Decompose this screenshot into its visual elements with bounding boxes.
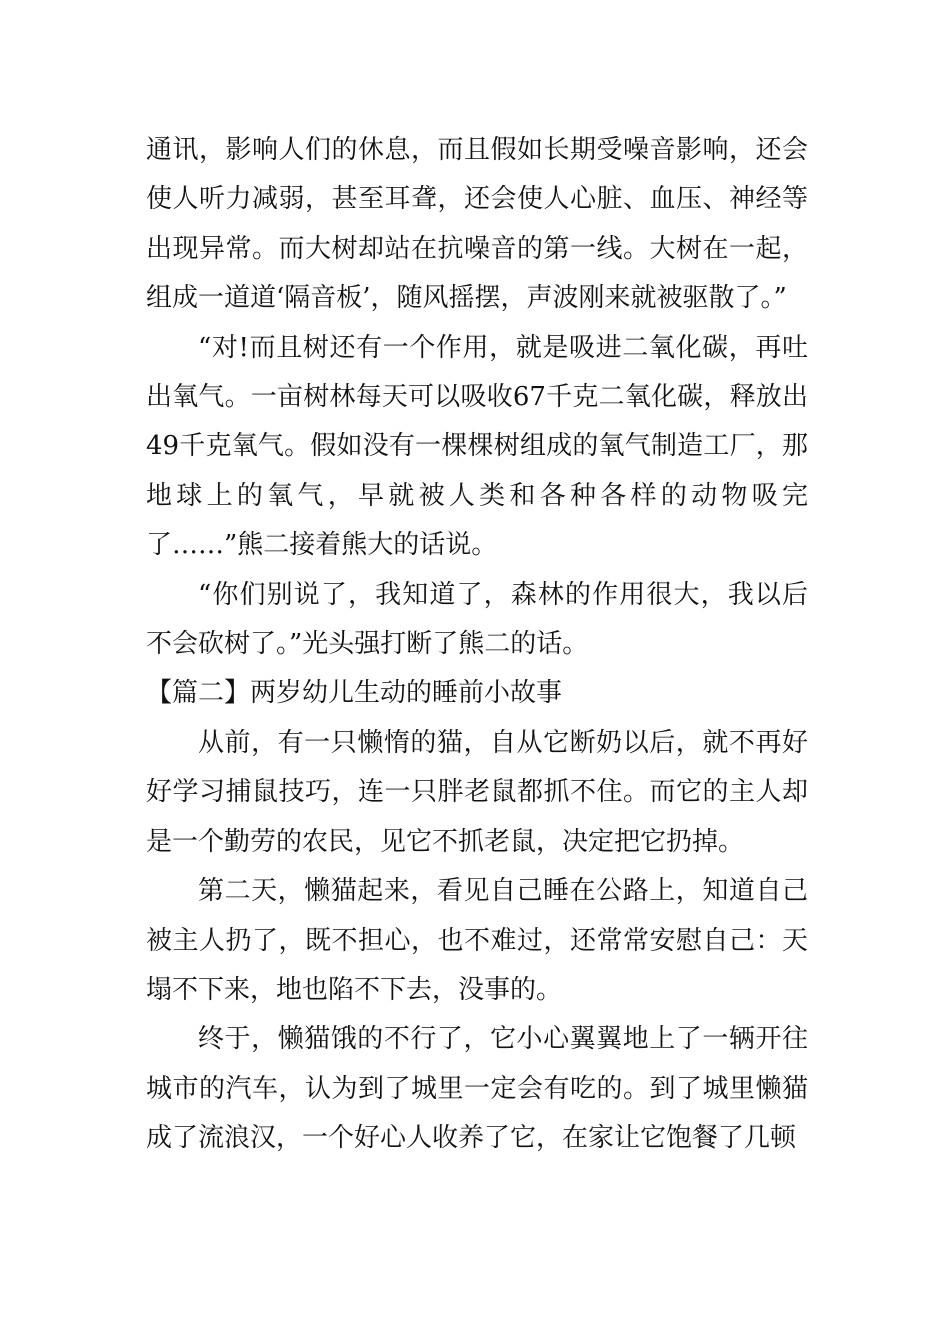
paragraph-city: 终于，懒猫饿的不行了，它小心翼翼地上了一辆开往城市的汽车，认为到了城里一定会有吃的。到了城里懒猫成了流浪汉，一个好心人收养了它，在家让它饱餐了几顿 — [146, 1024, 808, 1154]
paragraph-next-day: 第二天，懒猫起来，看见自己睡在公路上，知道自己被主人扔了，既不担心，也不难过，还常常安慰自己：天塌不下来，地也陷不下去，没事的。 — [146, 876, 808, 1005]
section-heading: 【篇二】两岁幼儿生动的睡前小故事 — [146, 678, 563, 709]
paragraph-noise-continued: 通讯，影响人们的休息，而且假如长期受噪音影响，还会使人听力减弱，甚至耳聋，还会使人心脏、血压、神经等出现异常。而大树却站在抗噪音的第一线。大树在一起，组成一道道‘隔音板’，随风摇摆，声波刚来就被驱散了。” — [146, 135, 808, 314]
document-text-body — [146, 126, 808, 1164]
paragraph-oxygen: “对!而且树还有一个作用，就是吸进二氧化碳，再吐出氧气。一亩树林每天可以吸收67千克二氧化碳，释放出49千克氧气。假如没有一棵棵树组成的氧气制造工厂，那地球上的氧气，早就被人类和各种各样的动物吸完了……”熊二接着熊大的话说。 — [146, 332, 808, 561]
paragraph-lazy-cat: 从前，有一只懒惰的猫，自从它断奶以后，就不再好好学习捕鼠技巧，连一只胖老鼠都抓不住。而它的主人却是一个勤劳的农民，见它不抓老鼠，决定把它扔掉。 — [146, 727, 808, 857]
paragraph-bald-strong: “你们别说了，我知道了，森林的作用很大，我以后不会砍树了。”光头强打断了熊二的话。 — [146, 579, 808, 660]
